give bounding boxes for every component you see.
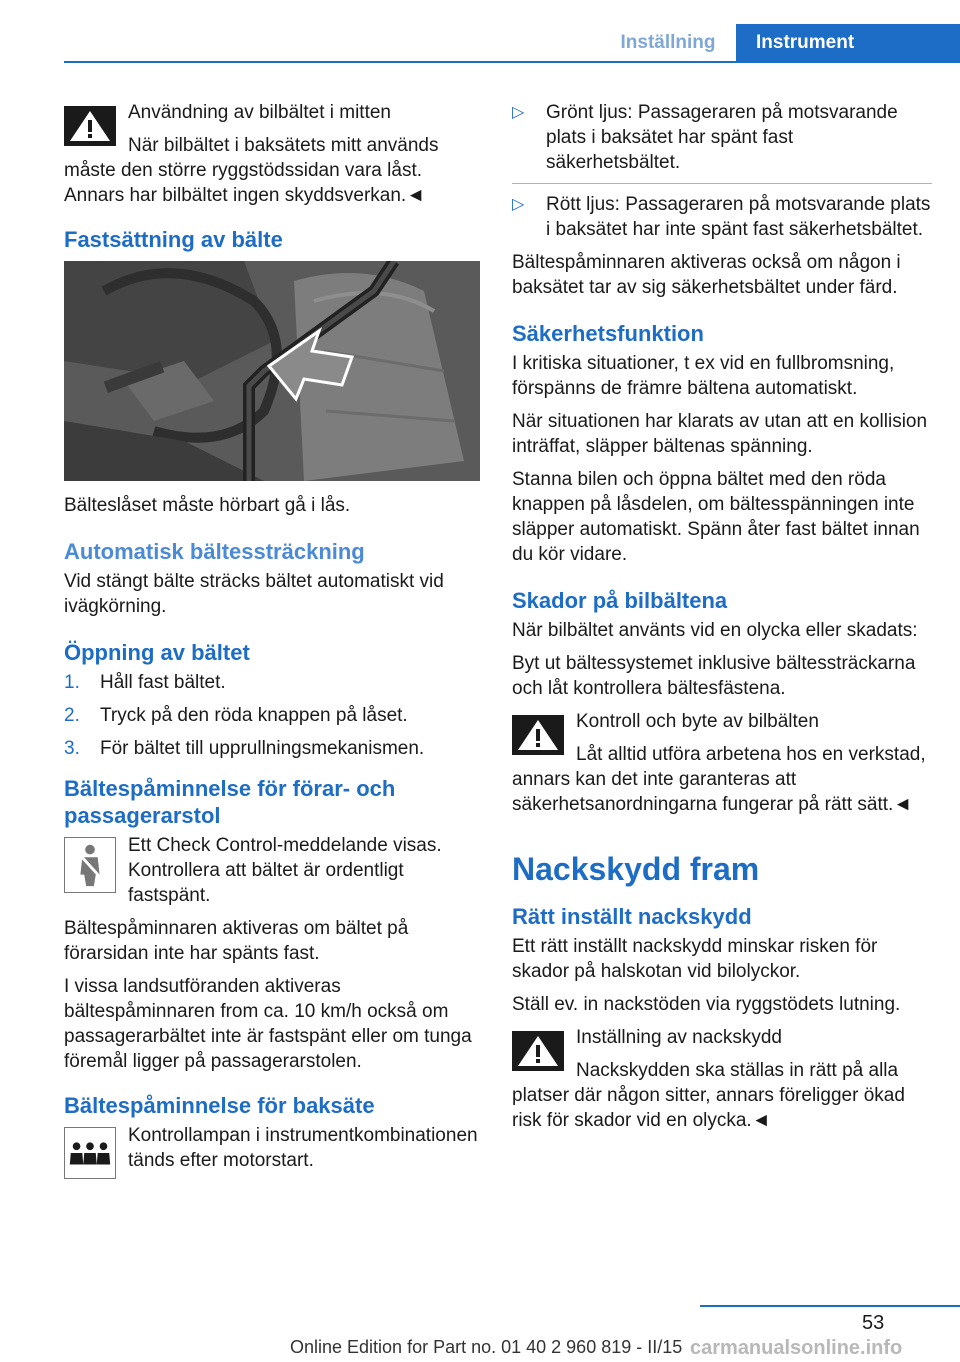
heading-ratt-nackskydd: Rätt inställt nackskydd (512, 904, 752, 929)
warning-title: Användning av bilbältet i mitten (128, 102, 391, 123)
sakerhet-text-2: När situationen har klarats av utan att en kollision inträffat, släpper bältenas spänning. (512, 411, 928, 457)
bullet-followup-text: Bältespåminnaren aktiveras också om någon i baksätet tar av sig säkerhetsbältet under färd. (512, 252, 901, 298)
warning-triangle-icon (512, 1031, 564, 1071)
list-item: ▷ Grönt ljus: Passageraren på motsvarande plats i baksätet har spänt fast säkerhetsbältet. (512, 100, 932, 184)
sakerhet-text-1: I kritiska situationer, t ex vid en fullbromsning, förspänns de främre bältena automatiskt. (512, 353, 895, 399)
triangle-bullet-icon: ▷ (512, 196, 525, 213)
belt-light-list (512, 100, 932, 242)
list-item: 1. Håll fast bältet. (64, 672, 226, 693)
page-header (0, 0, 960, 62)
edition-footer: Online Edition for Part no. 01 40 2 960 819 - II/15 (290, 1337, 683, 1357)
baksate-block (64, 1123, 484, 1183)
list-item: ▷ Rött ljus: Passageraren på motsvarande plats i baksätet har inte spänt fast säkerhetsbältet. (512, 194, 931, 240)
seatbelt-photo (64, 261, 480, 481)
triangle-bullet-icon: ▷ (512, 104, 525, 121)
skador-text-1: När bilbältet använts vid en olycka eller skadats: (512, 620, 918, 641)
heading-paminnelse-baksate: Bältespåminnelse för baksäte (64, 1093, 375, 1118)
warning-triangle-icon (64, 106, 116, 146)
heading-paminnelse-forar: Bältespåminnelse för förar- och passagerarstol (64, 776, 396, 828)
left-column (64, 100, 484, 1183)
watermark: carmanualsonline.info (690, 1337, 903, 1359)
footer-rule (700, 1305, 960, 1307)
baksate-text: Kontrollampan i instrumentkombinationen tänds efter motorstart. (128, 1125, 478, 1171)
warning-triangle-icon (512, 715, 564, 755)
forar-text-2: I vissa landsutföranden aktiveras bältespåminnaren from ca. 10 km/h också om passagerarbältet inte är fastspänt eller om tunga föremål ligger på passagerarstolen. (64, 976, 472, 1072)
oppning-steps (64, 670, 484, 761)
warning-headrest (512, 1025, 932, 1133)
heading-nackskydd: Nackskydd fram (512, 851, 760, 887)
heading-fastsattning: Fastsättning av bälte (64, 227, 283, 252)
tab-installning[interactable]: Inställning (620, 32, 716, 53)
ratt-text-2: Ställ ev. in nackstöden via ryggstödets lutning. (512, 994, 901, 1015)
check-control-block (64, 833, 484, 916)
warning-text: Nackskydden ska ställas in rätt på alla platser där någon sitter, annars föreligger ökad risk för skador vid en olycka.◄ (512, 1060, 905, 1131)
list-item: 2. Tryck på den röda knappen på låset. (64, 705, 408, 726)
warning-belt-check (512, 709, 932, 817)
warning-text: Låt alltid utföra arbetena hos en verkstad, annars kan det inte garanteras att säkerhetsanordningarna fungerar på rätt sätt.◄ (512, 744, 926, 815)
ratt-text-1: Ett rätt inställt nackskydd minskar risken för skador på halskotan vid bilolyckor. (512, 936, 878, 982)
warning-center-belt (64, 100, 484, 208)
photo-caption: Bälteslåset måste hörbart gå i lås. (64, 495, 351, 516)
heading-automatisk: Automatisk bältessträckning (64, 539, 365, 564)
warning-title: Kontroll och byte av bilbälten (576, 711, 819, 732)
automatisk-text: Vid stängt bälte sträcks bältet automatiskt vid ivägkörning. (64, 571, 444, 617)
rear-passengers-icon (64, 1127, 116, 1179)
tab-instrument[interactable]: Instrument (736, 24, 960, 62)
header-rule (64, 61, 960, 63)
page-number: 53 (862, 1312, 885, 1334)
sakerhet-text-3: Stanna bilen och öppna bältet med den röda knappen på låsdelen, om bältesspänningen inte släpper automatiskt. Spänn åter fast bältet innan du kör vidare. (512, 469, 920, 565)
heading-oppning: Öppning av bältet (64, 640, 250, 665)
list-item: 3. För bältet till upprullningsmekanismen. (64, 738, 425, 759)
right-column (512, 100, 932, 1141)
forar-text-1: Bältespåminnaren aktiveras om bältet på förarsidan inte har spänts fast. (64, 918, 409, 964)
seatbelt-warning-icon (64, 837, 116, 893)
heading-sakerhet: Säkerhetsfunktion (512, 321, 704, 346)
warning-title: Inställning av nackskydd (576, 1027, 782, 1048)
check-control-text: Ett Check Control-meddelande visas. Kontrollera att bältet är ordentligt fastspänt. (128, 835, 442, 906)
warning-text: När bilbältet i baksätets mitt används måste den större ryggstödssidan vara låst. Annars har bilbältet ingen skyddsverkan.◄ (64, 135, 439, 206)
skador-text-2: Byt ut bältessystemet inklusive bältessträckarna och låt kontrollera bältesfästena. (512, 653, 916, 699)
heading-skador: Skador på bilbältena (512, 588, 728, 613)
